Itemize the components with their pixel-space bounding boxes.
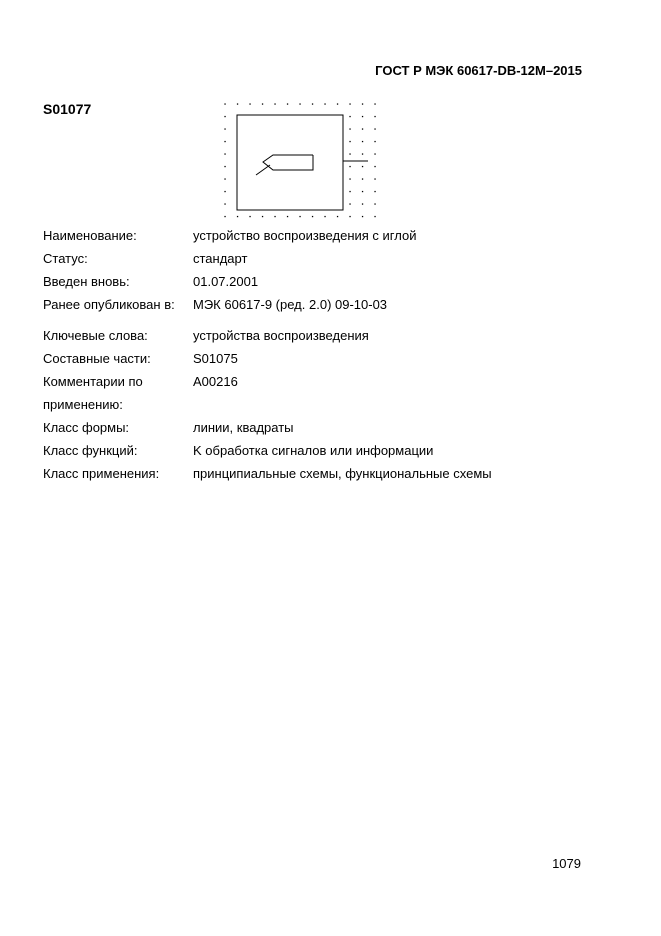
grid-dot bbox=[374, 216, 375, 217]
grid-dot bbox=[349, 153, 350, 154]
grid-dot bbox=[349, 128, 350, 129]
grid-dot bbox=[224, 203, 225, 204]
grid-dot bbox=[287, 103, 288, 104]
device-box bbox=[237, 115, 343, 210]
field-label: Наименование: bbox=[43, 228, 137, 243]
grid-dot bbox=[312, 103, 313, 104]
grid-dot bbox=[224, 141, 225, 142]
field-label: Ключевые слова: bbox=[43, 328, 148, 343]
grid-dot bbox=[349, 116, 350, 117]
grid-dot bbox=[349, 141, 350, 142]
grid-dot bbox=[274, 216, 275, 217]
field-value: принципиальные схемы, функциональные схемы bbox=[193, 466, 492, 481]
grid-dot bbox=[274, 103, 275, 104]
grid-dot bbox=[224, 128, 225, 129]
grid-dot bbox=[224, 116, 225, 117]
grid-dot bbox=[337, 216, 338, 217]
grid-dot bbox=[249, 103, 250, 104]
field-label: Введен вновь: bbox=[43, 274, 130, 289]
grid-dot bbox=[237, 216, 238, 217]
grid-dot bbox=[374, 116, 375, 117]
grid-dot bbox=[374, 103, 375, 104]
grid-dot bbox=[362, 166, 363, 167]
grid-dot bbox=[374, 141, 375, 142]
grid-dots bbox=[224, 103, 385, 217]
grid-dot bbox=[224, 153, 225, 154]
grid-dot bbox=[324, 216, 325, 217]
stylus-needle bbox=[256, 165, 270, 175]
field-label: Класс формы: bbox=[43, 420, 130, 435]
grid-dot bbox=[312, 216, 313, 217]
grid-dot bbox=[374, 166, 375, 167]
stylus-shape bbox=[263, 155, 313, 170]
field-value: S01075 bbox=[193, 351, 238, 366]
grid-dot bbox=[362, 178, 363, 179]
field-label: Комментарии по bbox=[43, 374, 143, 389]
field-label: Составные части: bbox=[43, 351, 151, 366]
grid-dot bbox=[262, 103, 263, 104]
grid-dot bbox=[224, 166, 225, 167]
grid-dot bbox=[362, 191, 363, 192]
field-value: МЭК 60617-9 (ред. 2.0) 09-10-03 bbox=[193, 297, 388, 312]
grid-dot bbox=[224, 216, 225, 217]
grid-dot bbox=[362, 103, 363, 104]
field-value: устройства воспроизведения bbox=[193, 328, 369, 343]
field-value: стандарт bbox=[193, 251, 248, 266]
grid-dot bbox=[374, 203, 375, 204]
symbol-code: S01077 bbox=[43, 101, 92, 117]
grid-dot bbox=[324, 103, 325, 104]
field-value: 01.07.2001 bbox=[193, 274, 259, 289]
field-value: A00216 bbox=[193, 374, 238, 389]
grid-dot bbox=[362, 216, 363, 217]
grid-dot bbox=[362, 116, 363, 117]
grid-dot bbox=[362, 141, 363, 142]
field-label: Статус: bbox=[43, 251, 88, 266]
field-label: Ранее опубликован в: bbox=[43, 297, 175, 312]
grid-dot bbox=[299, 103, 300, 104]
grid-dot bbox=[349, 166, 350, 167]
page-number: 1079 bbox=[552, 856, 581, 871]
field-label: Класс функций: bbox=[43, 443, 138, 458]
symbol-graphic bbox=[220, 99, 385, 224]
field-value: линии, квадраты bbox=[193, 420, 294, 435]
document-header: ГОСТ Р МЭК 60617-DB-12M–2015 bbox=[375, 63, 582, 78]
grid-dot bbox=[349, 216, 350, 217]
grid-dot bbox=[299, 216, 300, 217]
grid-dot bbox=[349, 178, 350, 179]
field-label: Класс применения: bbox=[43, 466, 160, 481]
grid-dot bbox=[362, 153, 363, 154]
grid-dot bbox=[224, 191, 225, 192]
grid-dot bbox=[249, 216, 250, 217]
grid-dot bbox=[349, 103, 350, 104]
grid-dot bbox=[287, 216, 288, 217]
grid-dot bbox=[349, 191, 350, 192]
grid-dot bbox=[374, 191, 375, 192]
grid-dot bbox=[224, 178, 225, 179]
field-value: устройство воспроизведения с иглой bbox=[193, 228, 417, 243]
field-label: применению: bbox=[43, 397, 123, 412]
grid-dot bbox=[374, 178, 375, 179]
grid-dot bbox=[374, 153, 375, 154]
grid-dot bbox=[362, 203, 363, 204]
grid-dot bbox=[374, 128, 375, 129]
grid-dot bbox=[337, 103, 338, 104]
grid-dot bbox=[362, 128, 363, 129]
grid-dot bbox=[262, 216, 263, 217]
field-value: K обработка сигналов или информации bbox=[193, 443, 434, 458]
grid-dot bbox=[237, 103, 238, 104]
grid-dot bbox=[224, 103, 225, 104]
grid-dot bbox=[349, 203, 350, 204]
